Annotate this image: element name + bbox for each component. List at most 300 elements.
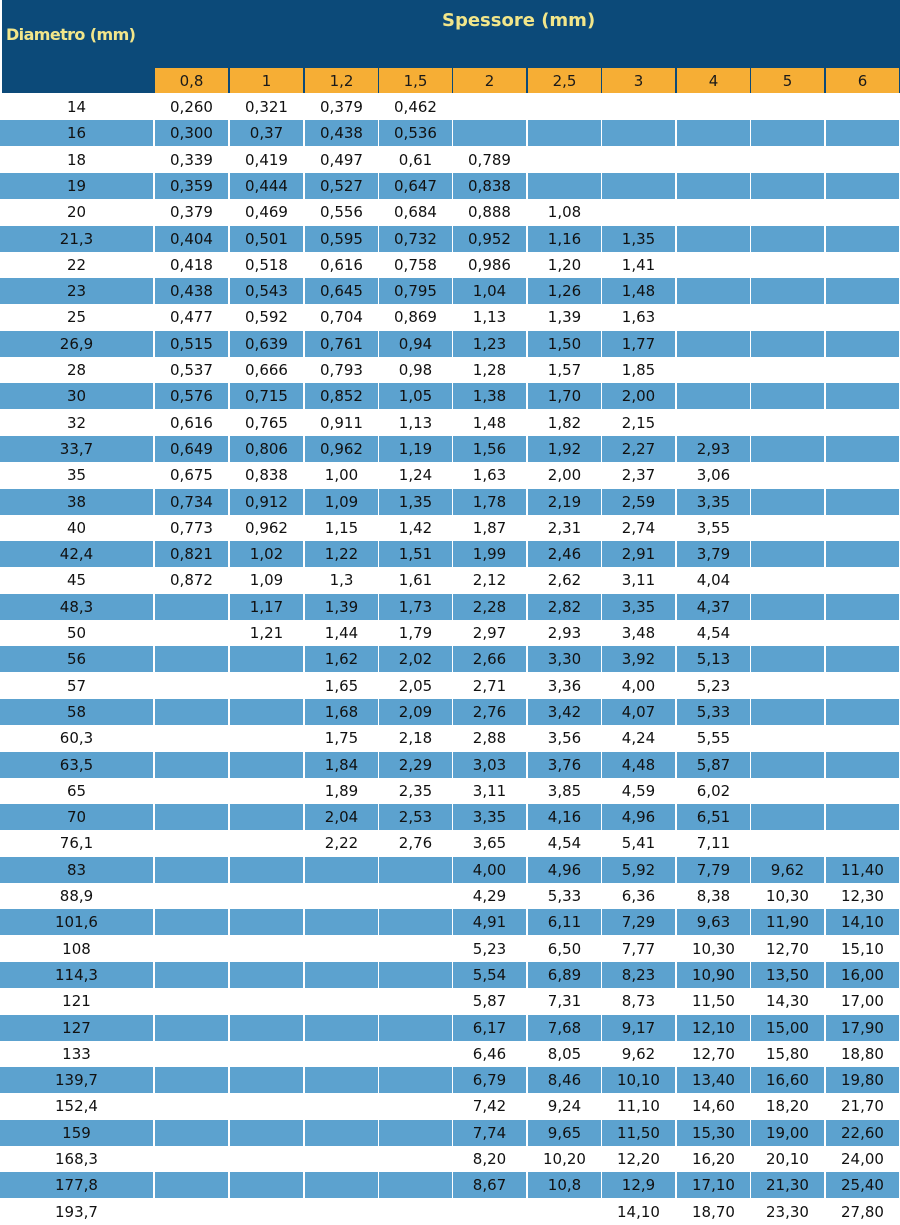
weight-cell: 3,06 <box>696 466 731 485</box>
weight-cell: 2,15 <box>621 413 656 432</box>
weight-cell <box>230 883 303 909</box>
weight-cell: 0,773 <box>170 518 213 537</box>
weight-cell: 1,48 <box>472 413 507 432</box>
weight-cell <box>528 94 601 120</box>
weight-cell: 0,444 <box>230 173 303 199</box>
table-row <box>0 199 900 225</box>
weight-cell <box>155 830 228 856</box>
weight-cell: 14,10 <box>617 1202 660 1221</box>
diameter-cell: 30 <box>0 383 153 409</box>
table-row <box>0 383 900 409</box>
weight-cell <box>379 988 452 1014</box>
weight-cell <box>155 804 228 830</box>
weight-cell <box>826 778 899 804</box>
weight-cell: 0,537 <box>170 361 213 379</box>
weight-cell <box>826 725 899 751</box>
table-row <box>0 646 900 672</box>
weight-cell <box>602 94 675 120</box>
weight-cell: 1,17 <box>230 594 303 620</box>
weight-cell: 7,79 <box>677 857 750 883</box>
weight-cell <box>751 489 824 515</box>
weight-cell <box>826 515 899 541</box>
weight-cell: 1,22 <box>305 541 378 567</box>
diameter-cell: 168,3 <box>55 1150 98 1168</box>
weight-cell: 0,300 <box>155 120 228 146</box>
weight-cell: 6,50 <box>547 939 582 958</box>
weight-cell <box>677 120 750 146</box>
weight-cell: 0,379 <box>320 98 363 116</box>
weight-cell: 0,576 <box>155 383 228 409</box>
weight-cell <box>230 1041 303 1067</box>
weight-cell: 11,50 <box>692 992 735 1011</box>
weight-cell: 4,04 <box>696 571 731 590</box>
weight-cell: 0,704 <box>320 308 363 327</box>
weight-cell: 12,10 <box>677 1015 750 1041</box>
weight-cell: 11,10 <box>617 1097 660 1116</box>
weight-cell <box>155 1172 228 1198</box>
weight-cell: 5,55 <box>696 729 731 748</box>
weight-cell: 1,70 <box>528 383 601 409</box>
weight-cell <box>751 278 824 304</box>
weight-cell: 0,94 <box>379 331 452 357</box>
weight-cell <box>230 962 303 988</box>
diameter-cell: 177,8 <box>0 1172 153 1198</box>
thickness-values-row <box>0 68 900 93</box>
weight-cell: 8,38 <box>696 887 731 905</box>
weight-cell: 3,35 <box>602 594 675 620</box>
weight-cell <box>826 199 899 225</box>
weight-cell <box>230 830 303 856</box>
weight-cell: 3,11 <box>621 571 656 590</box>
weight-cell <box>826 462 899 488</box>
table-row <box>0 988 900 1014</box>
weight-cell <box>305 962 378 988</box>
weight-cell: 1,78 <box>453 489 526 515</box>
weight-cell: 12,70 <box>766 939 809 958</box>
weight-cell: 2,18 <box>398 729 433 748</box>
weight-cell: 8,05 <box>547 1044 582 1063</box>
weight-cell <box>751 173 824 199</box>
weight-cell: 1,24 <box>398 466 433 485</box>
weight-cell <box>155 620 228 646</box>
weight-cell <box>379 1120 452 1146</box>
weight-cell: 9,24 <box>547 1097 582 1116</box>
weight-cell <box>677 304 750 330</box>
weight-cell: 6,46 <box>472 1044 507 1063</box>
weight-cell <box>155 673 228 699</box>
weight-cell: 0,418 <box>170 255 213 274</box>
diameter-cell: 18 <box>66 150 87 169</box>
thickness-header-cell: 1,5 <box>379 68 452 93</box>
weight-cell <box>379 1041 452 1067</box>
thickness-header-cell: 6 <box>826 68 899 93</box>
weight-cell <box>677 331 750 357</box>
weight-cell: 11,40 <box>826 857 899 883</box>
weight-cell <box>751 410 824 436</box>
weight-cell <box>826 94 899 120</box>
weight-cell: 0,962 <box>305 436 378 462</box>
weight-cell <box>751 147 824 173</box>
weight-cell: 15,10 <box>841 939 884 958</box>
weight-cell: 9,65 <box>528 1120 601 1146</box>
weight-cell <box>305 883 378 909</box>
weight-cell: 7,42 <box>472 1097 507 1116</box>
thickness-header-cell: 1,2 <box>305 68 378 93</box>
weight-cell <box>230 673 303 699</box>
weight-cell: 2,00 <box>547 466 582 485</box>
weight-cell: 1,48 <box>602 278 675 304</box>
weight-cell: 0,260 <box>170 98 213 116</box>
weight-cell: 2,71 <box>472 676 507 695</box>
weight-cell <box>751 830 824 856</box>
weight-cell: 18,80 <box>841 1044 884 1063</box>
weight-cell: 16,60 <box>751 1067 824 1093</box>
weight-cell: 3,56 <box>547 729 582 748</box>
weight-cell: 0,758 <box>394 255 437 274</box>
weight-cell: 1,65 <box>324 676 359 695</box>
weight-cell <box>826 436 899 462</box>
weight-cell <box>677 173 750 199</box>
weight-cell <box>379 1015 452 1041</box>
weight-cell: 10,30 <box>766 887 809 905</box>
diameter-cell: 88,9 <box>59 887 94 905</box>
weight-cell <box>379 1199 452 1225</box>
diameter-cell: 65 <box>66 781 87 800</box>
weight-cell: 3,48 <box>621 624 656 642</box>
weight-cell: 13,50 <box>751 962 824 988</box>
weight-cell <box>305 936 378 962</box>
weight-cell: 9,17 <box>602 1015 675 1041</box>
weight-cell: 14,10 <box>826 909 899 935</box>
weight-cell <box>751 94 824 120</box>
weight-cell: 0,527 <box>305 173 378 199</box>
weight-cell <box>230 778 303 804</box>
weight-cell: 1,63 <box>621 308 656 327</box>
weight-cell: 0,869 <box>394 308 437 327</box>
weight-cell <box>751 804 824 830</box>
diameter-cell: 35 <box>66 466 87 485</box>
weight-cell <box>751 725 824 751</box>
weight-cell: 6,36 <box>621 887 656 905</box>
weight-cell: 0,359 <box>155 173 228 199</box>
weight-cell <box>751 646 824 672</box>
weight-cell <box>528 173 601 199</box>
weight-cell <box>826 646 899 672</box>
weight-cell: 3,92 <box>602 646 675 672</box>
table-row <box>0 410 900 436</box>
weight-cell: 1,16 <box>528 226 601 252</box>
weight-cell <box>677 383 750 409</box>
weight-cell: 1,56 <box>453 436 526 462</box>
table-row <box>0 304 900 330</box>
weight-cell: 8,20 <box>472 1150 507 1168</box>
weight-cell: 1,51 <box>379 541 452 567</box>
thickness-header-cell: 4 <box>677 68 750 93</box>
weight-cell: 4,48 <box>602 752 675 778</box>
table-row <box>0 120 900 146</box>
weight-cell <box>826 673 899 699</box>
weight-cell <box>305 1172 378 1198</box>
weight-cell <box>230 936 303 962</box>
diameter-cell: 159 <box>0 1120 153 1146</box>
diameter-cell: 33,7 <box>0 436 153 462</box>
table-row <box>0 804 900 830</box>
weight-cell: 9,62 <box>621 1044 656 1063</box>
weight-cell: 19,80 <box>826 1067 899 1093</box>
weight-cell <box>751 462 824 488</box>
diameter-cell: 25 <box>66 308 87 327</box>
table-row <box>0 778 900 804</box>
weight-cell <box>677 410 750 436</box>
weight-cell <box>305 1067 378 1093</box>
weight-cell: 0,789 <box>468 150 511 169</box>
weight-cell <box>677 94 750 120</box>
weight-cell: 11,50 <box>602 1120 675 1146</box>
weight-cell <box>751 120 824 146</box>
table-row <box>0 567 900 593</box>
weight-cell <box>826 594 899 620</box>
weight-cell <box>826 699 899 725</box>
weight-cell: 5,54 <box>453 962 526 988</box>
thickness-header-cell: 1 <box>230 68 303 93</box>
weight-cell: 4,00 <box>621 676 656 695</box>
weight-cell: 0,675 <box>170 466 213 485</box>
table-row <box>0 1093 900 1119</box>
weight-cell <box>230 1199 303 1225</box>
diameter-cell: 14 <box>66 98 87 116</box>
weight-cell: 2,93 <box>677 436 750 462</box>
weight-cell <box>379 857 452 883</box>
table-row <box>0 909 900 935</box>
weight-cell <box>379 1146 452 1172</box>
diameter-cell: 58 <box>0 699 153 725</box>
weight-cell: 1,35 <box>379 489 452 515</box>
weight-cell: 0,806 <box>230 436 303 462</box>
weight-cell <box>230 1067 303 1093</box>
diameter-cell: 76,1 <box>59 834 94 853</box>
weight-cell: 1,39 <box>305 594 378 620</box>
weight-cell: 14,30 <box>766 992 809 1011</box>
table-row <box>0 226 900 252</box>
weight-cell: 9,62 <box>751 857 824 883</box>
weight-cell: 1,44 <box>324 624 359 642</box>
weight-cell: 2,22 <box>324 834 359 853</box>
weight-cell: 2,31 <box>547 518 582 537</box>
weight-cell: 4,96 <box>602 804 675 830</box>
weight-cell <box>751 331 824 357</box>
weight-cell: 5,87 <box>472 992 507 1011</box>
weight-cell <box>751 436 824 462</box>
weight-cell: 1,68 <box>305 699 378 725</box>
weight-cell: 18,70 <box>692 1202 735 1221</box>
diameter-cell: 83 <box>0 857 153 883</box>
weight-cell <box>528 1199 601 1225</box>
weight-cell <box>305 988 378 1014</box>
table-row <box>0 462 900 488</box>
weight-cell: 0,592 <box>245 308 288 327</box>
weight-cell: 2,88 <box>472 729 507 748</box>
weight-cell <box>826 173 899 199</box>
weight-cell <box>305 1146 378 1172</box>
weight-cell: 1,63 <box>472 466 507 485</box>
weight-cell: 2,35 <box>398 781 433 800</box>
weight-cell: 2,37 <box>621 466 656 485</box>
table-row <box>0 515 900 541</box>
weight-cell <box>155 1199 228 1225</box>
weight-cell: 21,30 <box>751 1172 824 1198</box>
weight-cell <box>379 936 452 962</box>
weight-cell <box>155 936 228 962</box>
weight-cell: 5,33 <box>547 887 582 905</box>
weight-cell <box>155 883 228 909</box>
weight-cell <box>379 1093 452 1119</box>
weight-cell: 2,19 <box>528 489 601 515</box>
weight-cell <box>155 594 228 620</box>
weight-cell: 1,15 <box>324 518 359 537</box>
weight-cell <box>677 278 750 304</box>
diameter-cell: 63,5 <box>0 752 153 778</box>
weight-cell: 7,74 <box>453 1120 526 1146</box>
thickness-header-cell: 2,5 <box>528 68 601 93</box>
weight-cell: 3,55 <box>696 518 731 537</box>
weight-cell: 5,41 <box>621 834 656 853</box>
weight-cell: 3,65 <box>472 834 507 853</box>
weight-cell: 3,11 <box>472 781 507 800</box>
weight-cell: 1,41 <box>621 255 656 274</box>
weight-cell: 1,3 <box>329 571 354 590</box>
weight-cell: 1,19 <box>379 436 452 462</box>
weight-cell <box>379 1172 452 1198</box>
diameter-cell: 32 <box>66 413 87 432</box>
diameter-header: Diametro (mm) <box>6 25 136 44</box>
weight-cell: 0,321 <box>245 98 288 116</box>
weight-cell <box>602 173 675 199</box>
weight-cell <box>602 120 675 146</box>
weight-cell <box>528 120 601 146</box>
weight-cell: 8,73 <box>621 992 656 1011</box>
weight-cell: 4,91 <box>453 909 526 935</box>
weight-cell <box>230 1146 303 1172</box>
diameter-cell: 19 <box>0 173 153 199</box>
weight-cell: 3,85 <box>547 781 582 800</box>
weight-cell: 1,73 <box>379 594 452 620</box>
weight-cell: 0,501 <box>230 226 303 252</box>
weight-cell: 1,13 <box>472 308 507 327</box>
weight-cell: 16,20 <box>692 1150 735 1168</box>
weight-cell <box>826 804 899 830</box>
weight-cell <box>230 988 303 1014</box>
weight-cell <box>305 909 378 935</box>
weight-cell: 2,12 <box>472 571 507 590</box>
weight-cell: 2,04 <box>305 804 378 830</box>
weight-cell: 0,616 <box>170 413 213 432</box>
weight-cell: 2,82 <box>528 594 601 620</box>
table-row <box>0 489 900 515</box>
weight-cell: 7,68 <box>528 1015 601 1041</box>
weight-cell <box>677 199 750 225</box>
weight-cell: 0,98 <box>398 361 433 379</box>
weight-cell <box>155 1041 228 1067</box>
weight-cell: 5,92 <box>602 857 675 883</box>
weight-cell <box>677 147 750 173</box>
weight-cell <box>826 752 899 778</box>
weight-cell <box>155 646 228 672</box>
thickness-header-cell: 5 <box>751 68 824 93</box>
diameter-cell: 42,4 <box>0 541 153 567</box>
weight-cell: 1,09 <box>249 571 284 590</box>
weight-cell: 12,9 <box>602 1172 675 1198</box>
weight-cell: 0,649 <box>155 436 228 462</box>
weight-cell <box>155 909 228 935</box>
diameter-cell: 48,3 <box>0 594 153 620</box>
weight-cell: 0,962 <box>245 518 288 537</box>
diameter-cell: 40 <box>66 518 87 537</box>
weight-cell <box>155 1146 228 1172</box>
weight-cell: 4,37 <box>677 594 750 620</box>
weight-cell: 27,80 <box>841 1202 884 1221</box>
weight-cell: 0,684 <box>394 203 437 222</box>
weight-cell: 0,715 <box>230 383 303 409</box>
weight-cell <box>826 357 899 383</box>
diameter-cell: 101,6 <box>0 909 153 935</box>
weight-cell: 4,00 <box>453 857 526 883</box>
weight-cell: 1,39 <box>547 308 582 327</box>
weight-cell <box>379 909 452 935</box>
weight-cell: 4,59 <box>621 781 656 800</box>
weight-cell: 10,20 <box>543 1150 586 1168</box>
table-row <box>0 147 900 173</box>
weight-cell <box>677 252 750 278</box>
weight-cell: 4,54 <box>696 624 731 642</box>
weight-cell: 2,59 <box>602 489 675 515</box>
weight-cell: 9,63 <box>677 909 750 935</box>
weight-cell: 2,76 <box>453 699 526 725</box>
weight-cell: 8,67 <box>453 1172 526 1198</box>
weight-cell: 2,53 <box>379 804 452 830</box>
weight-cell: 2,46 <box>528 541 601 567</box>
weight-cell: 0,795 <box>379 278 452 304</box>
weight-cell <box>453 94 526 120</box>
weight-cell: 0,872 <box>170 571 213 590</box>
weight-cell <box>379 1067 452 1093</box>
weight-cell: 15,80 <box>766 1044 809 1063</box>
weight-cell: 0,37 <box>230 120 303 146</box>
weight-cell: 1,79 <box>398 624 433 642</box>
weight-cell: 3,36 <box>547 676 582 695</box>
weight-cell: 1,04 <box>453 278 526 304</box>
table-row <box>0 1120 900 1146</box>
weight-cell <box>379 883 452 909</box>
weight-cell <box>602 199 675 225</box>
weight-cell: 1,13 <box>398 413 433 432</box>
weight-cell <box>751 383 824 409</box>
weight-cell <box>453 120 526 146</box>
weight-cell <box>305 1015 378 1041</box>
weight-cell: 4,07 <box>602 699 675 725</box>
weight-cell: 7,31 <box>547 992 582 1011</box>
weight-cell: 1,62 <box>305 646 378 672</box>
diameter-cell: 38 <box>0 489 153 515</box>
weight-cell: 8,46 <box>528 1067 601 1093</box>
weight-cell <box>677 226 750 252</box>
weight-cell: 17,90 <box>826 1015 899 1041</box>
weight-cell: 3,42 <box>528 699 601 725</box>
weight-cell: 4,96 <box>528 857 601 883</box>
weight-cell <box>230 1015 303 1041</box>
weight-cell: 1,08 <box>547 203 582 222</box>
diameter-cell: 70 <box>0 804 153 830</box>
weight-cell: 0,838 <box>453 173 526 199</box>
